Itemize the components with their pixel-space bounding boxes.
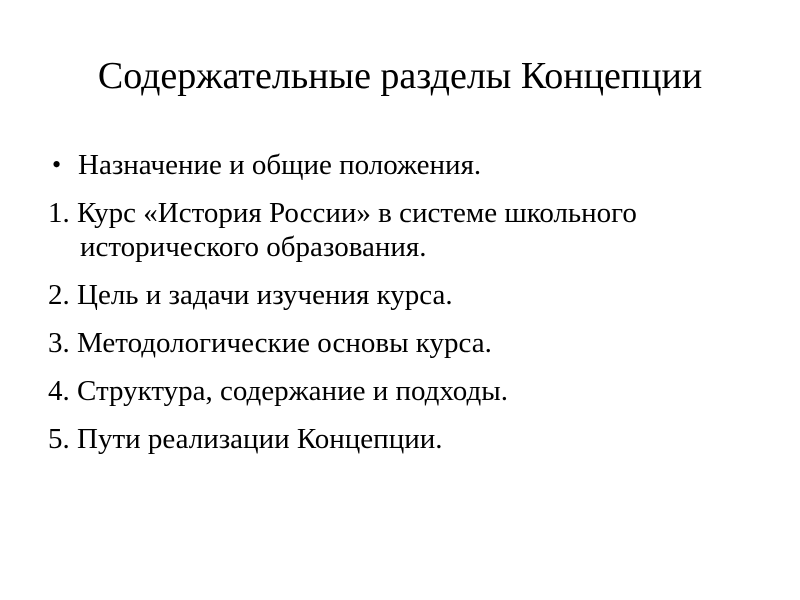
- list-item-number: 2.: [48, 279, 70, 311]
- list-item-number: 5.: [48, 423, 70, 455]
- list-item: [48, 278, 768, 312]
- list-item-text: Пути реализации Концепции.: [77, 423, 443, 455]
- content-list: [48, 148, 768, 470]
- list-item-text: Цель и задачи изучения курса.: [77, 279, 453, 311]
- list-item-number: 3.: [48, 327, 70, 359]
- list-item: [48, 148, 768, 182]
- bullet-marker: •: [52, 150, 62, 179]
- list-item: [48, 196, 768, 264]
- list-item: [48, 374, 768, 408]
- list-item: [48, 422, 768, 456]
- list-item-text: Курс «История России» в системе школьного исторического образования.: [77, 197, 637, 263]
- list-item-text: Назначение и общие положения.: [78, 149, 482, 181]
- list-item-text: Структура, содержание и подходы.: [77, 375, 508, 407]
- list-item-text: Методологические основы курса.: [77, 327, 492, 359]
- list-item-number: 4.: [48, 375, 70, 407]
- list-item-number: 1.: [48, 197, 70, 229]
- list-item: [48, 326, 768, 360]
- slide-title: Содержательные разделы Концепции: [97, 55, 703, 97]
